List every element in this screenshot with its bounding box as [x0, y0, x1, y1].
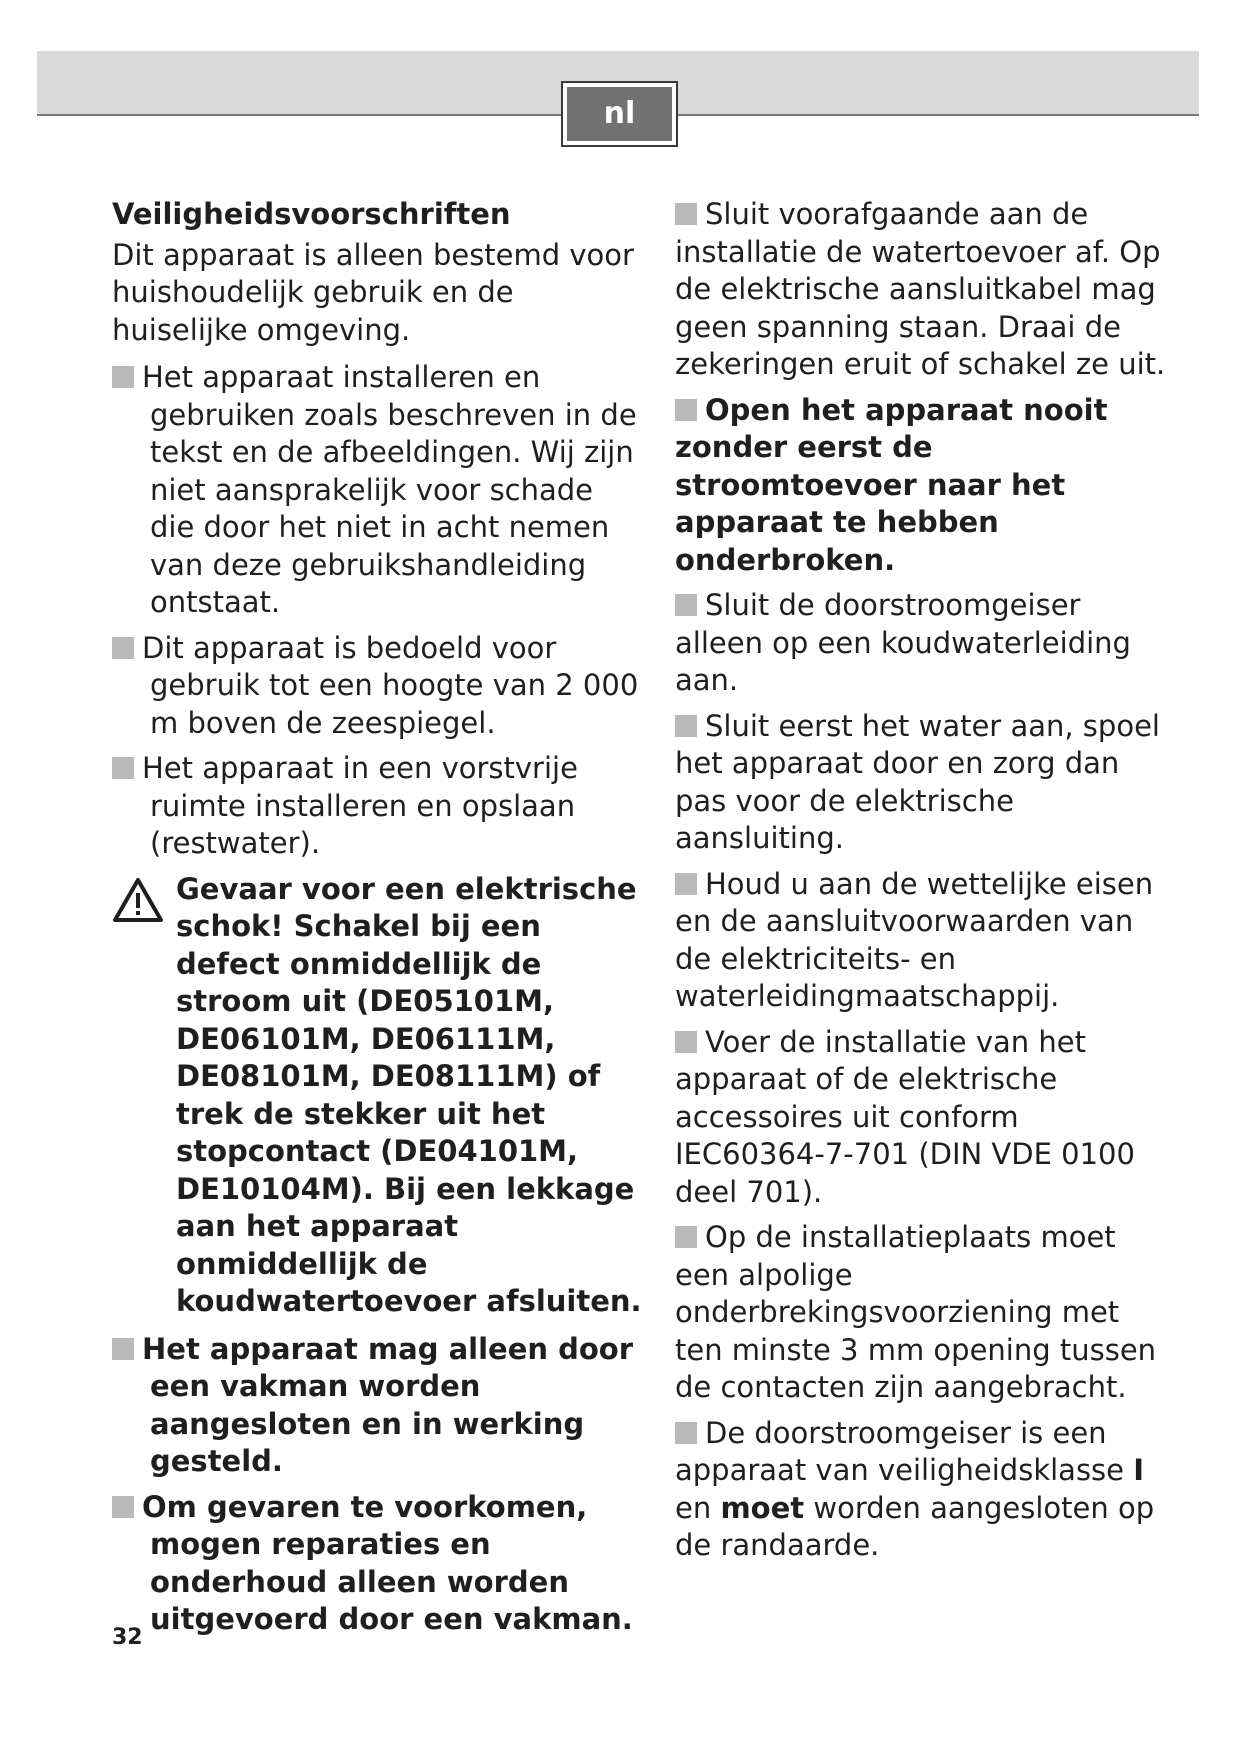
list-item-text: De doorstroomgeiser is een apparaat van veiligheidsklasse	[675, 1415, 1125, 1487]
warning-triangle-icon	[112, 877, 164, 923]
bullet-square-icon	[112, 757, 134, 779]
list-item	[675, 587, 1175, 700]
list-item	[675, 866, 1175, 1016]
bullet-square-icon	[112, 637, 134, 659]
safety-class-label: I	[1133, 1453, 1145, 1487]
right-column	[675, 196, 1175, 1573]
left-column	[112, 196, 642, 1647]
list-item	[112, 750, 642, 863]
bullet-square-icon	[675, 594, 697, 616]
list-item-text: worden aangesloten op de randaarde.	[675, 1490, 1155, 1562]
list-item-text: Dit apparaat is bedoeld voor gebruik tot een hoogte van 2 000 m boven de zeespiegel.	[142, 630, 639, 740]
section-heading: Veiligheidsvoorschriften	[112, 197, 511, 231]
list-item-text: Houd u aan de wettelijke eisen en de aansluitvoorwaarden van de elektriciteits- en waterleidingmaatschappij.	[675, 866, 1154, 1013]
list-item	[675, 1415, 1175, 1565]
list-item-text: Sluit eerst het water aan, spoel het apparaat door en zorg dan pas voor de elektrische aansluiting.	[675, 708, 1160, 855]
bullet-square-icon	[675, 1031, 697, 1053]
list-item-text: en	[675, 1490, 712, 1525]
list-item	[675, 1024, 1175, 1212]
bullet-square-icon	[112, 1496, 134, 1518]
list-item-text: Het apparaat installeren en gebruiken zoals beschreven in de tekst en de afbeeldingen. Wij zijn niet aansprakelijk voor schade die door het niet in acht nemen van deze gebruikshandleiding ontstaat.	[142, 360, 637, 619]
intro-paragraph: Dit apparaat is alleen bestemd voor huishoudelijk gebruik en de huiselijke omgeving.	[112, 237, 634, 347]
bullet-square-icon	[112, 1338, 134, 1360]
bullet-square-icon	[675, 399, 697, 421]
list-item-text: Voer de installatie van het apparaat of de elektrische accessoires uit conform IEC60364-7-701 (DIN VDE 0100 deel 701).	[675, 1024, 1135, 1209]
bullet-square-icon	[675, 203, 697, 225]
list-item	[112, 359, 642, 622]
bullet-square-icon	[112, 366, 134, 388]
list-item-text: Open het apparaat nooit zonder eerst de stroomtoevoer naar het apparaat te hebben onderbroken.	[675, 392, 1108, 577]
bullet-square-icon	[675, 873, 697, 895]
list-item-text: Op de installatieplaats moet een alpolige onderbrekingsvoorziening met ten minste 3 mm opening tussen de contacten zijn aangebracht.	[675, 1220, 1157, 1404]
bullet-square-icon	[675, 1226, 697, 1248]
list-item	[675, 708, 1175, 858]
list-item-text: Het apparaat in een vorstvrije ruimte installeren en opslaan (restwater).	[142, 751, 578, 860]
must-emphasis: moet	[720, 1490, 805, 1525]
bullet-square-icon	[675, 1422, 697, 1444]
list-item	[112, 1331, 642, 1481]
list-item-text: Het apparaat mag alleen door een vakman worden aangesloten en in werking gesteld.	[142, 1331, 634, 1478]
list-item	[112, 630, 642, 743]
list-item	[675, 392, 1175, 580]
list-item-text: Om gevaren te voorkomen, mogen reparaties en onderhoud alleen worden uitgevoerd door een vakman.	[142, 1489, 633, 1636]
language-tab	[561, 81, 678, 147]
language-tab-label: nl	[567, 87, 672, 141]
list-item-text: Sluit voorafgaande aan de installatie de watertoevoer af. Op de elektrische aansluitkabel mag geen spanning staan. Draai de zekeringen eruit of schakel ze uit.	[675, 197, 1166, 381]
list-item-text: Sluit de doorstroomgeiser alleen op een koudwaterleiding aan.	[675, 588, 1131, 697]
list-item	[112, 1489, 642, 1639]
electric-shock-warning	[112, 871, 642, 1321]
warning-text: Gevaar voor een elektrische schok! Schakel bij een defect onmiddellijk de stroom uit (DE05101M, DE06101M, DE06111M, DE08101M, DE08111M) of trek de stekker uit het stopcontact (DE04101M, DE10104M). Bij een lekkage aan het apparaat onmiddellijk de koudwatertoevoer afsluiten.	[176, 871, 642, 1318]
list-item	[675, 1219, 1175, 1407]
list-item	[675, 196, 1175, 384]
page-number: 32	[112, 1625, 143, 1650]
bullet-square-icon	[675, 715, 697, 737]
